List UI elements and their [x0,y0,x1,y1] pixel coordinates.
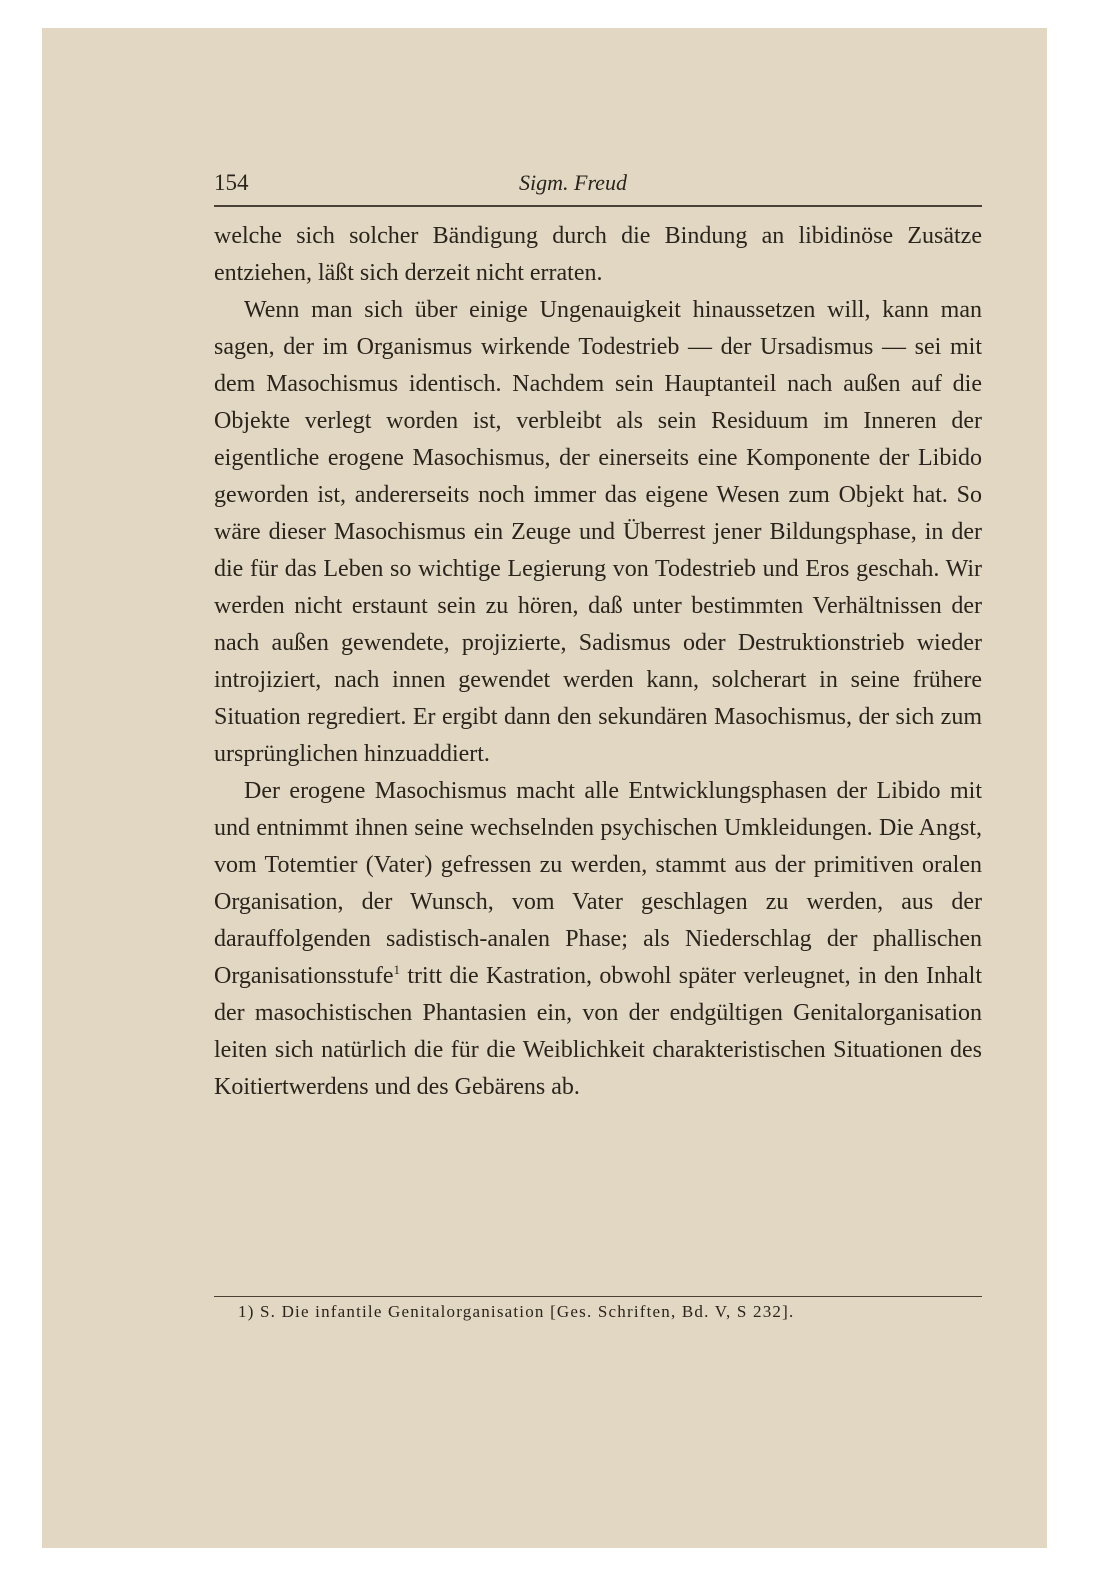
paragraph-erogene-masochismus [214,773,982,1106]
paragraph-text-before-note: Der erogene Masochismus macht alle Entwicklungsphasen der Libido mit und entnimmt ihnen seine wechselnden psychischen Umkleidungen. Die Angst, vom Totemtier (Vater) gefressen zu werden, stammt aus der primitiven oralen Organisation, der Wunsch, vom Vater geschlagen zu werden, aus der darauffolgenden sadistisch-analen Phase; als Niederschlag der phallischen Organisationsstufe [214,778,982,989]
header-rule [214,205,982,207]
paragraph-text-after-note: tritt die Kastration, obwohl später verleugnet, in den Inhalt der masochistischen Phantasien ein, von der endgültigen Genitalorganisation leiten sich natürlich die für die Weiblichkeit charakteristischen Situationen des Koitiertwerdens und des Gebärens ab. [214,963,982,1100]
body-text [214,218,982,1106]
paragraph-continuation: welche sich solcher Bändigung durch die Bindung an libidinöse Zusätze entziehen, läßt sich derzeit nicht erraten. [214,223,982,286]
footnote-rule [214,1296,982,1297]
footnote-marker: 1 [393,962,401,977]
page-header [214,170,982,202]
footnote: 1) S. Die infantile Genitalorganisation [Ges. Schriften, Bd. V, S 232]. [238,1302,795,1321]
paragraph-todestrieb: Wenn man sich über einige Ungenauigkeit hinaussetzen will, kann man sagen, der im Organismus wirkende Todestrieb — der Ursadismus — sei mit dem Masochismus identisch. Nachdem sein Hauptanteil nach außen auf die Objekte verlegt worden ist, verbleibt als sein Residuum im Inneren der eigentliche erogene Masochismus, der einerseits eine Komponente der Libido geworden ist, andererseits noch immer das eigene Wesen zum Objekt hat. So wäre dieser Masochismus ein Zeuge und Überrest jener Bildungsphase, in der die für das Leben so wichtige Legierung von Todestrieb und Eros geschah. Wir werden nicht erstaunt sein zu hören, daß unter bestimmten Verhältnissen der nach außen gewendete, projizierte, Sadismus oder Destruktionstrieb wieder introjiziert, nach innen gewendet werden kann, solcherart in seine frühere Situation regrediert. Er ergibt dann den sekundären Masochismus, der sich zum ursprünglichen hinzuaddiert. [214,297,982,767]
running-head: Sigm. Freud [519,170,627,195]
page-number: 154 [214,170,249,195]
